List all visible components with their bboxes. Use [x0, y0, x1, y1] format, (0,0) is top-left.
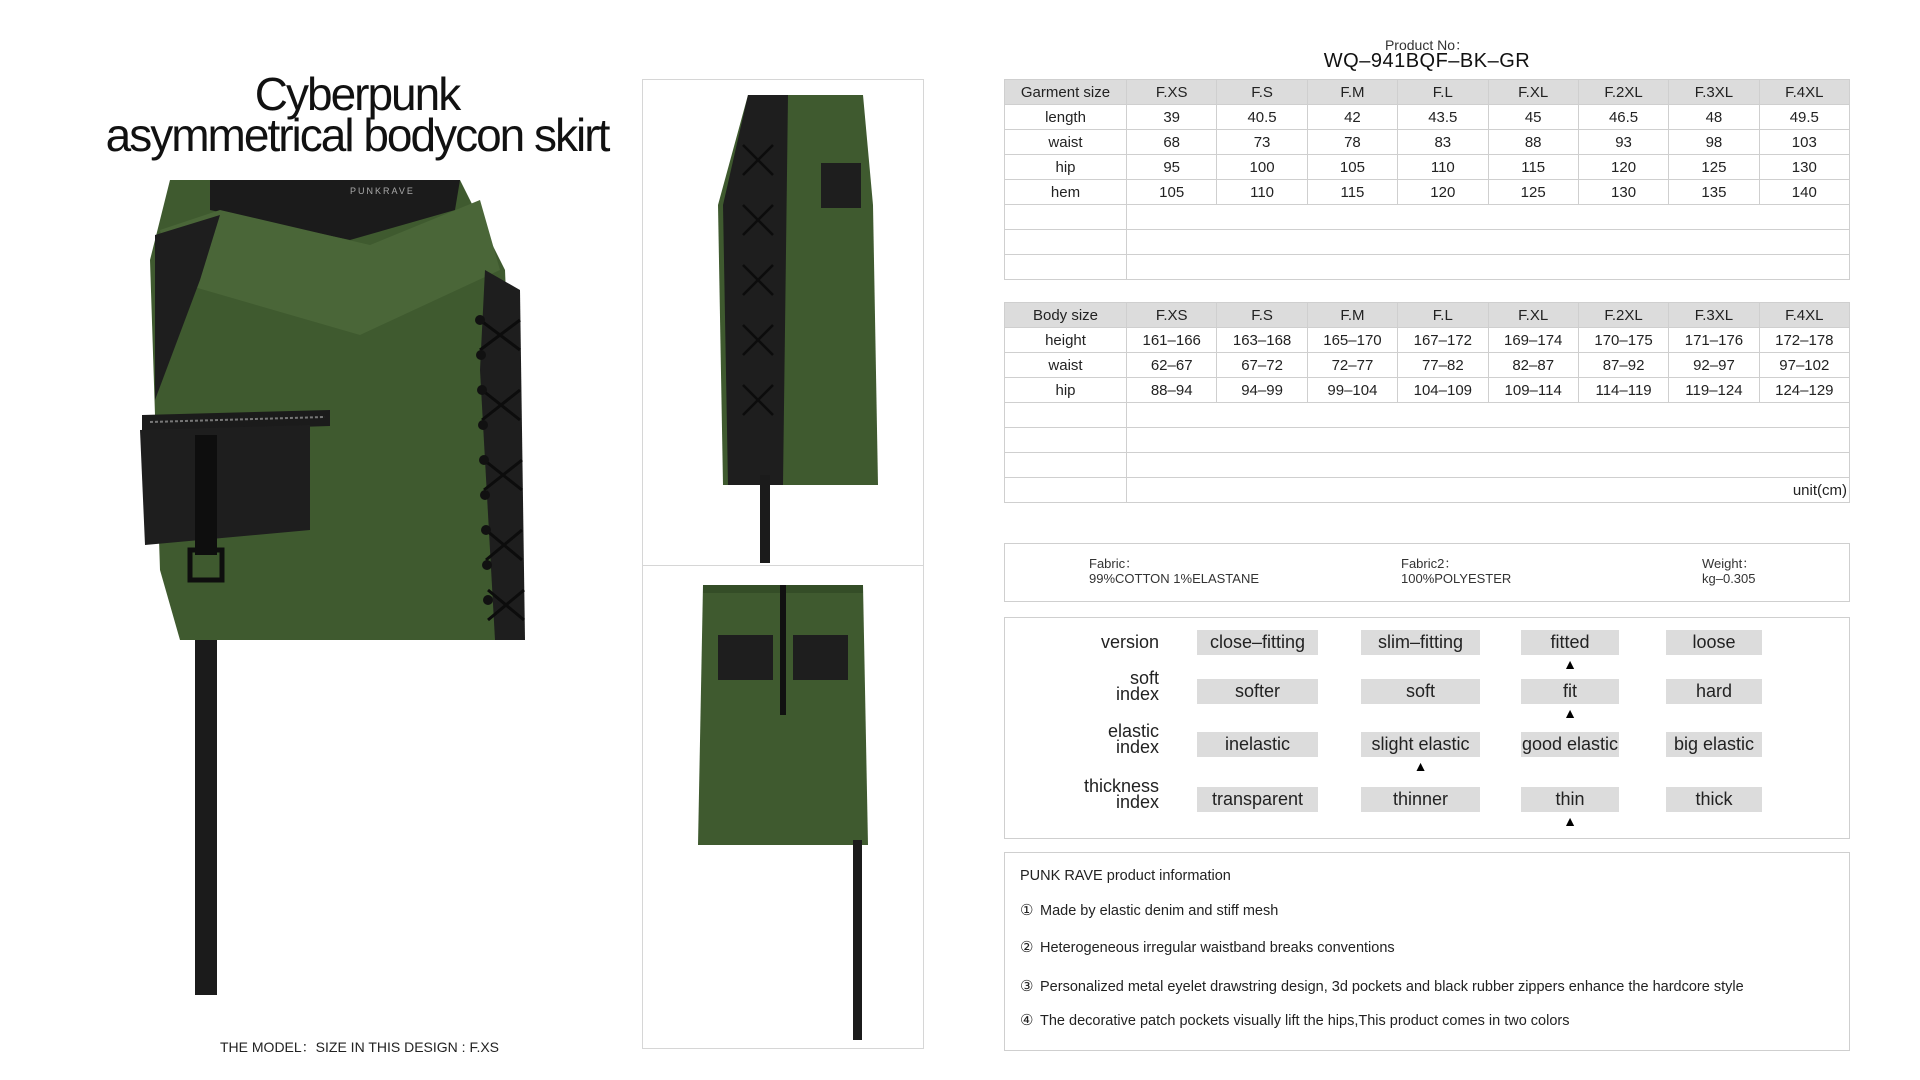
- table-header-row: [1005, 303, 1850, 328]
- size-cell: 161–166: [1127, 328, 1217, 353]
- row-label-cell: hem: [1005, 180, 1127, 205]
- size-cell: F.4XL: [1759, 80, 1849, 105]
- size-cell: 100: [1217, 155, 1307, 180]
- scale-row: [1005, 668, 1849, 721]
- size-cell: 110: [1398, 155, 1488, 180]
- empty-row: [1005, 453, 1850, 478]
- size-cell: F.3XL: [1669, 80, 1759, 105]
- product-title: [92, 68, 622, 161]
- size-cell: 49.5: [1759, 105, 1849, 130]
- scale-label: version: [1100, 632, 1159, 652]
- table-row: [1005, 328, 1850, 353]
- weight-label: Weight：: [1702, 556, 1756, 571]
- row-label-cell: Body size: [1005, 303, 1127, 328]
- size-cell: 140: [1759, 180, 1849, 205]
- brand-tag: PUNKRAVE: [350, 186, 415, 196]
- scale-option: thin: [1521, 787, 1619, 812]
- info-title: PUNK RAVE product information: [1020, 868, 1231, 884]
- size-cell: 45: [1488, 105, 1578, 130]
- title-line-1: Cyberpunk: [254, 68, 460, 120]
- table-row: [1005, 378, 1850, 403]
- row-label-cell: length: [1005, 105, 1127, 130]
- empty-row: [1005, 230, 1850, 255]
- size-cell: 110: [1217, 180, 1307, 205]
- scale-row: [1005, 776, 1849, 829]
- scale-label: thickness index: [1083, 776, 1159, 812]
- size-cell: 119–124: [1669, 378, 1759, 403]
- size-cell: F.2XL: [1578, 303, 1668, 328]
- size-cell: 77–82: [1398, 353, 1488, 378]
- size-cell: 105: [1127, 180, 1217, 205]
- back-pocket-right: [793, 635, 848, 680]
- scale-option: hard: [1666, 679, 1762, 704]
- size-cell: F.L: [1398, 80, 1488, 105]
- size-cell: 99–104: [1307, 378, 1397, 403]
- scale-option: loose: [1666, 630, 1762, 655]
- size-cell: F.4XL: [1759, 303, 1849, 328]
- info-item: ③ Personalized metal eyelet drawstring design, 3d pockets and black rubber zippers enhance the hardcore style: [1020, 978, 1744, 995]
- size-cell: 94–99: [1217, 378, 1307, 403]
- scale-option: fit: [1521, 679, 1619, 704]
- size-cell: 46.5: [1578, 105, 1668, 130]
- row-label-cell: waist: [1005, 353, 1127, 378]
- scale-row: [1005, 721, 1849, 774]
- row-label-cell: Garment size: [1005, 80, 1127, 105]
- garment-size-table: [1004, 79, 1850, 280]
- info-item: ① Made by elastic denim and stiff mesh: [1020, 902, 1279, 919]
- size-cell: 165–170: [1307, 328, 1397, 353]
- size-cell: 120: [1398, 180, 1488, 205]
- scale-option: good elastic: [1521, 732, 1619, 757]
- size-cell: F.XL: [1488, 303, 1578, 328]
- scale-label: elastic index: [1107, 721, 1159, 757]
- size-cell: 43.5: [1398, 105, 1488, 130]
- photo-divider: [643, 565, 923, 566]
- scale-option: softer: [1197, 679, 1318, 704]
- size-cell: 103: [1759, 130, 1849, 155]
- fabric1-label: Fabric：: [1089, 556, 1139, 571]
- empty-row: [1005, 428, 1850, 453]
- size-cell: 109–114: [1488, 378, 1578, 403]
- size-cell: F.L: [1398, 303, 1488, 328]
- size-cell: 62–67: [1127, 353, 1217, 378]
- fabric1: [1089, 556, 1259, 586]
- selected-marker-icon: ▲: [1563, 656, 1577, 672]
- size-cell: F.S: [1217, 80, 1307, 105]
- size-cell: 78: [1307, 130, 1397, 155]
- product-no-value: WQ–941BQF–BK–GR: [1323, 50, 1531, 72]
- skirt-back-photo: [673, 575, 893, 1045]
- row-label-cell: height: [1005, 328, 1127, 353]
- size-cell: F.XS: [1127, 303, 1217, 328]
- scale-label: soft index: [1115, 668, 1159, 704]
- scale-option: close–fitting: [1197, 630, 1318, 655]
- selected-marker-icon: ▲: [1413, 758, 1428, 774]
- size-cell: 87–92: [1578, 353, 1668, 378]
- side-strap: [760, 475, 770, 563]
- body-size-table: [1004, 302, 1850, 503]
- table-row: [1005, 155, 1850, 180]
- size-cell: 73: [1217, 130, 1307, 155]
- empty-row: [1005, 403, 1850, 428]
- size-cell: 115: [1488, 155, 1578, 180]
- row-label-cell: hip: [1005, 378, 1127, 403]
- weight-value: kg–0.305: [1702, 571, 1756, 586]
- size-cell: 171–176: [1669, 328, 1759, 353]
- scale-option: thinner: [1361, 787, 1480, 812]
- info-item: ② Heterogeneous irregular waistband breaks conventions: [1020, 939, 1395, 956]
- fabric2-value: 100%POLYESTER: [1401, 571, 1512, 586]
- size-cell: 88–94: [1127, 378, 1217, 403]
- scale-option: inelastic: [1197, 732, 1318, 757]
- size-cell: 125: [1488, 180, 1578, 205]
- scale-option: fitted: [1521, 630, 1619, 655]
- size-cell: 42: [1307, 105, 1397, 130]
- size-cell: 83: [1398, 130, 1488, 155]
- size-cell: 92–97: [1669, 353, 1759, 378]
- size-cell: 169–174: [1488, 328, 1578, 353]
- weight: [1702, 556, 1756, 586]
- mesh-pocket: [140, 425, 310, 545]
- size-cell: 39: [1127, 105, 1217, 130]
- scale-option: soft: [1361, 679, 1480, 704]
- size-cell: 48: [1669, 105, 1759, 130]
- hanging-strap: [195, 610, 217, 995]
- table-row: [1005, 180, 1850, 205]
- table-row: [1005, 105, 1850, 130]
- side-pocket: [821, 163, 861, 208]
- scale-row: [1005, 630, 1849, 670]
- scale-option: thick: [1666, 787, 1762, 812]
- back-pocket-left: [718, 635, 773, 680]
- size-cell: 93: [1578, 130, 1668, 155]
- title-line-2: asymmetrical bodycon skirt: [105, 109, 609, 161]
- empty-row: [1005, 478, 1850, 503]
- detail-photos: [642, 79, 924, 1049]
- fabric-info: [1004, 543, 1850, 602]
- size-cell: 135: [1669, 180, 1759, 205]
- row-label-cell: waist: [1005, 130, 1127, 155]
- size-cell: 115: [1307, 180, 1397, 205]
- size-cell: 170–175: [1578, 328, 1668, 353]
- size-cell: 40.5: [1217, 105, 1307, 130]
- scale-option: slim–fitting: [1361, 630, 1480, 655]
- unit-label: unit(cm): [1127, 478, 1850, 503]
- size-cell: 88: [1488, 130, 1578, 155]
- size-cell: F.3XL: [1669, 303, 1759, 328]
- selected-marker-icon: ▲: [1563, 813, 1577, 829]
- fabric2-label: Fabric2：: [1401, 556, 1458, 571]
- empty-row: [1005, 205, 1850, 230]
- size-cell: F.XL: [1488, 80, 1578, 105]
- row-label-cell: hip: [1005, 155, 1127, 180]
- size-cell: 104–109: [1398, 378, 1488, 403]
- size-cell: F.XS: [1127, 80, 1217, 105]
- size-cell: 124–129: [1759, 378, 1849, 403]
- table-row: [1005, 130, 1850, 155]
- size-cell: F.S: [1217, 303, 1307, 328]
- size-cell: 82–87: [1488, 353, 1578, 378]
- size-cell: F.M: [1307, 80, 1397, 105]
- size-cell: 98: [1669, 130, 1759, 155]
- size-cell: 120: [1578, 155, 1668, 180]
- table-header-row: [1005, 80, 1850, 105]
- empty-row: [1005, 255, 1850, 280]
- size-cell: 114–119: [1578, 378, 1668, 403]
- size-cell: 172–178: [1759, 328, 1849, 353]
- size-cell: 130: [1759, 155, 1849, 180]
- scale-option: slight elastic: [1361, 732, 1480, 757]
- size-cell: 163–168: [1217, 328, 1307, 353]
- product-no-label: Product No：: [1384, 37, 1470, 53]
- size-cell: 95: [1127, 155, 1217, 180]
- size-cell: 68: [1127, 130, 1217, 155]
- fabric1-value: 99%COTTON 1%ELASTANE: [1089, 571, 1260, 586]
- size-cell: 167–172: [1398, 328, 1488, 353]
- selected-marker-icon: ▲: [1563, 705, 1577, 721]
- product-info: [1004, 852, 1850, 1051]
- table-row: [1005, 353, 1850, 378]
- size-cell: 130: [1578, 180, 1668, 205]
- size-cell: 67–72: [1217, 353, 1307, 378]
- size-cell: 105: [1307, 155, 1397, 180]
- size-cell: 97–102: [1759, 353, 1849, 378]
- fit-scales: [1004, 617, 1850, 839]
- scale-option: transparent: [1197, 787, 1318, 812]
- scale-option: big elastic: [1666, 732, 1762, 757]
- size-cell: F.2XL: [1578, 80, 1668, 105]
- model-size-note: THE MODEL：SIZE IN THIS DESIGN : F.XS: [220, 1039, 500, 1055]
- size-cell: F.M: [1307, 303, 1397, 328]
- fabric2: [1401, 556, 1511, 586]
- skirt-side-photo: [673, 85, 893, 565]
- back-strap: [853, 840, 862, 1040]
- info-item: ④ The decorative patch pockets visually lift the hips,This product comes in two colors: [1020, 1012, 1570, 1029]
- skirt-front-photo: [100, 170, 530, 1010]
- size-cell: 125: [1669, 155, 1759, 180]
- back-zipper: [780, 585, 786, 715]
- size-cell: 72–77: [1307, 353, 1397, 378]
